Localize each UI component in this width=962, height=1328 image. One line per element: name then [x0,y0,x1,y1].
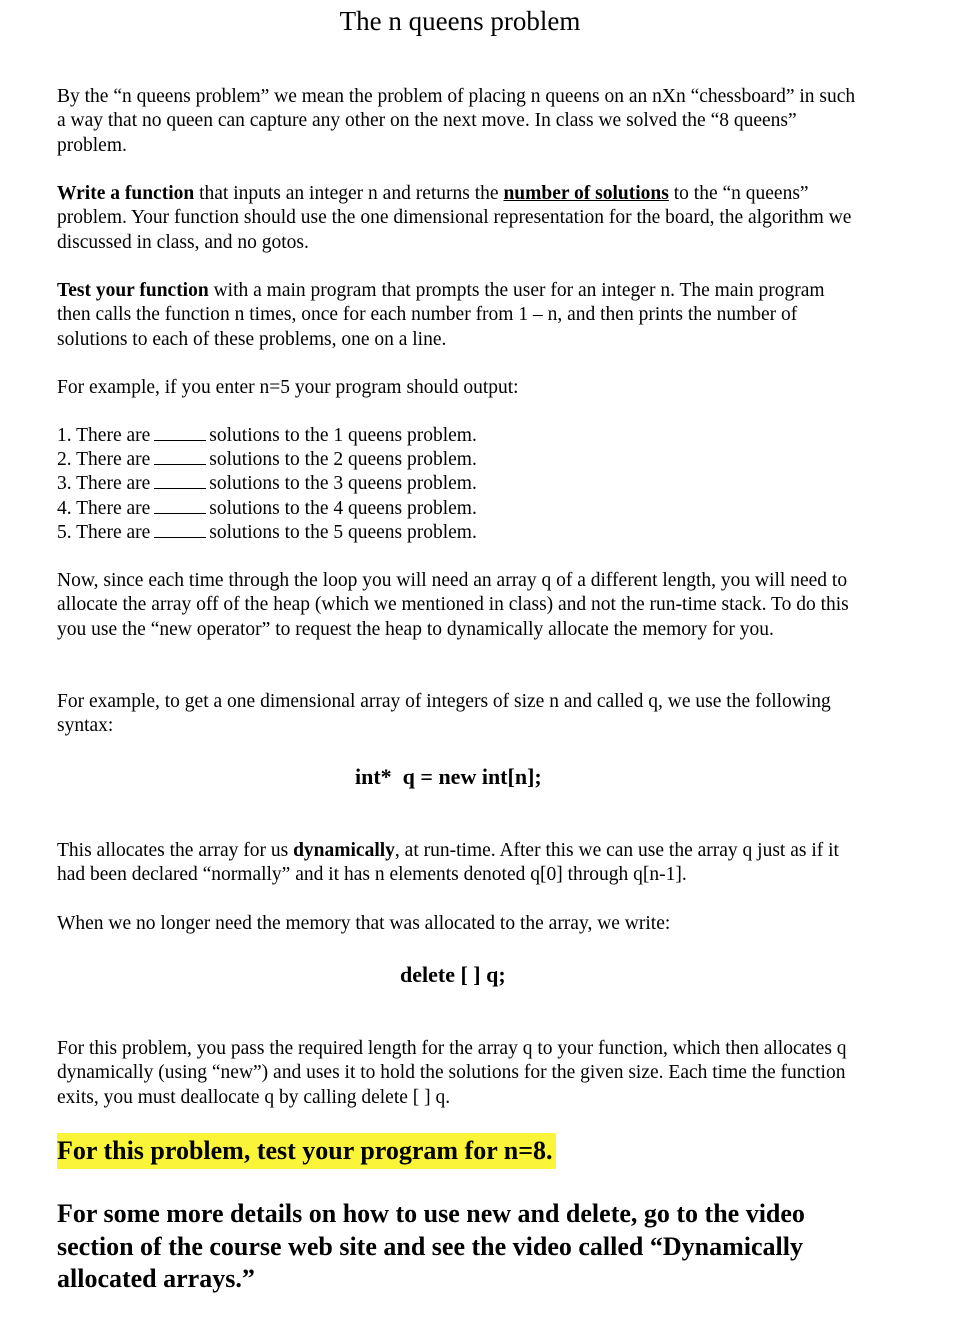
dynamic-paragraph [57,839,857,888]
output-line-suffix: solutions to the 5 queens problem. [209,522,477,543]
task-text: that inputs an integer n and returns the [194,183,504,204]
output-line-prefix: 2. There are [57,449,151,470]
output-line [57,472,477,496]
syntax-intro: For example, to get a one dimensional array of integers of size n and called q, we use the following syntax: [57,691,831,737]
output-line [57,521,477,545]
new-syntax-code: int* q = new int[n]; [355,764,542,789]
output-line-suffix: solutions to the 4 queens problem. [209,498,477,519]
output-line-suffix: solutions to the 2 queens problem. [209,449,477,470]
number-of-solutions-emphasis: number of solutions [503,183,669,204]
deallocate-paragraph: For this problem, you pass the required length for the array q to your function, which then allocates q dynamically (using “new”) and uses it to hold the solutions for the given size. Each time the function exits, you must deallocate q by calling delete [ ] q. [57,1038,847,1108]
example-intro: For example, if you enter n=5 your program should output: [57,377,519,398]
output-line [57,424,477,448]
dynamically-emphasis: dynamically [293,840,395,861]
output-line-prefix: 3. There are [57,473,151,494]
answer-blank [154,426,206,441]
answer-blank [154,450,206,465]
video-note: For some more details on how to use new and delete, go to the video section of the course web site and see the video called “Dynamically allocated arrays.” [57,1199,805,1293]
test-bold-lead: Test your function [57,280,209,301]
output-line [57,497,477,521]
delete-intro: When we no longer need the memory that was allocated to the array, we write: [57,913,671,934]
output-line-suffix: solutions to the 3 queens problem. [209,473,477,494]
answer-blank [154,474,206,489]
answer-blank [154,499,206,514]
output-line-prefix: 4. There are [57,498,151,519]
delete-syntax-code: delete [ ] q; [400,962,506,987]
page-title: The n queens problem [339,6,581,36]
task-text-rest: to the “n queens” problem. Your function should use the one dimensional representation for the board, the algorithm we discussed in class, and no gotos. [57,183,852,253]
heap-paragraph: Now, since each time through the loop you will need an array q of a different length, you will need to allocate the array off of the heap (which we mentioned in class) and not the run-time stack. To do this you use the “new operator” to request the heap to dynamically allocate the memory for you. [57,570,849,640]
output-line-prefix: 5. There are [57,522,151,543]
highlighted-instruction: For this problem, test your program for n=8. [57,1133,556,1169]
dynamic-text-rest: , at run-time. After this we can use the array q just as if it had been declared “normally” and it has n elements denoted q[0] through q[n-1]. [57,840,839,886]
answer-blank [154,523,206,538]
test-paragraph [57,279,857,352]
dynamic-text: This allocates the array for us [57,840,294,861]
output-line-prefix: 1. There are [57,425,151,446]
task-paragraph [57,182,857,255]
output-line [57,448,477,472]
task-bold-lead: Write a function [57,183,195,204]
intro-paragraph: By the “n queens problem” we mean the problem of placing n queens on an nXn “chessboard” in such a way that no queen can capture any other on the next move. In class we solved the “8 queens” problem. [57,86,856,156]
test-text: with a main program that prompts the user for an integer n. The main program then calls the function n times, once for each number from 1 – n, and then prints the number of solutions to each of these problems, one on a line. [57,280,825,350]
output-line-suffix: solutions to the 1 queens problem. [209,425,477,446]
